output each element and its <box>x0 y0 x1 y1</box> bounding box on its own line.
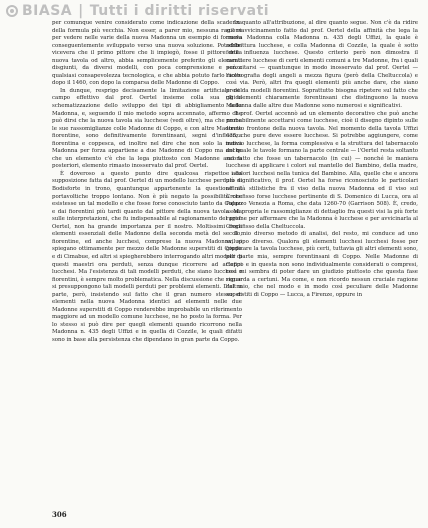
paragraph: per comunque venire considerato come indicazione della scadenza della formula più vecchia. Non esser, a parer mio, nessuna ragione per vedere nelle varie della nuova Madonna un esempio di formula conseguentemente sviluppato verso una nuova soluzione. Potrebbe vicevera che il primo pittore che li impiegò, fosse il pittore della nuova tavola od altro, abbia semplicemente preferito gli elementi disgiunti, da diversi modelli, con poca comprensione e senza qualsiasi consapevolezza tecnologica, e che abbia potuto farlo molto dopo il 1460, con dopo la comparsa delle Madonne di Coppo. <box>52 20 242 87</box>
paragraph: In quanto all'attribuzione, al dire quanto segue. Non c'è da ridire sul riavvicinamento fatto dal prof. Oertel della affinità che lega la nuova Madonna colla Madonna n. 435 degli Uffizi, la quale è addirittura lucchese, e colla Madonna di Cozzile, la quale è sotto forte influenza lucchese. Questo criterio però non dimostra il carattere lucchese di certi elementi comuni a tre Madonne, fra i quali può citarsi — quantunque in modo inosservato dal prof. Oertel — l'iconografia degli angeli a mezza figura (però della Cheltuccola) e così via. Però, altri fra quegli elementi più anche dare, che siano presi da modelli fiorentini. Soprattutto bisogna ripetere sul fatto che gli elementi chiaramente forentinsani che distinguono la nuova Madonna dalle altre due Madonne sono numerosi e significativi. <box>226 20 418 110</box>
watermark-notice: Tutti i diritti riservati <box>89 3 270 19</box>
page-number: 306 <box>52 510 67 519</box>
paragraph: È doveroso a questo punto dire qualcosa rispetto alla supposizione fatta dal prof. Oertel di un modello lucchese perduto di Bodisforte in trono, quantunque appartenente la questione al portavoltiche troppo lontano. Non è più negato la possibilità che esistesse un tal modello e che fosse forse conosciuto tanto da Coppo e dai fiorentini più tardi quanto dal pittore della nuova tavola. Ma sulle interpretazioni, che fu indispensabile al ragionamento del prof. Oertel, non ha grande importanza per il nostro. Moltissimi degli elementi essenziali delle Madonne della seconda metà del secolo, fiorentine, ed anche lucchesi, comprese la nuova Madonna, si spiegano ottimamente per mezzo delle Madonne superstiti di Coppo e di Cimabue, ed altri si spiegherebbero interrogando altri modelli di questi maestri ora perduti, senza dunque ricorrere ad artefici lucchesi. Ma l'esistenza di tali modelli perduti, che siano lucchesi o fiorentini, è sempre molto problematica. Nella discussione che segue si presuppongono tali modelli perduti per problemi elementi. D'altra parte, però, insistendo sul fatto che il gran numero stesso di elementi nella nuova Madonna identici ad elementi nelle due Madonne superstiti di Coppo renderebbe improbabile un riferimento maggiore ad un modello comune lucchese, ne ho posto la forma. Per lo stesso si può dire per quegli elementi quando ricorrono nella Madonna n. 435 degli Uffizi e in quella di Cozzile, le quali difatti sono in base alla persistenza che dipendano in gran parte da Coppo. <box>52 170 242 343</box>
watermark-banner <box>6 0 306 22</box>
watermark-brand: BIASA <box>22 3 73 19</box>
biasa-logo-icon <box>6 5 18 17</box>
paragraph: Il mio diverso metodo di analisi, del resto, mi conduce ad uno sviluppo diverso. Qualora gli elementi lucchesi lucchesi fosse per giudicare la tavola lucchese, più certi, tuttavia gli altri elementi sono, per parte mia, sempre forentinsani di Coppo. Nelle Madonne di Coppo e in questa non sono individualmente considerati o compresi, così mi sembra di poter dare un giudizio piuttosto che questa fase riguarda a certuni. Ma come, e non ricordo nessun cruciale ragione del mio, che nel modo e in modo così peculiare delle Madonne superstiti di Coppo — Lucca, a Firenze, oppure in <box>226 231 418 298</box>
watermark-separator: | <box>78 3 84 19</box>
left-text-column <box>52 20 242 345</box>
paragraph: In dunque, resprigo decisamente la limitazione artificiale del campo effettivo dal prof. Oertel insieme colla sua rigida schematizzazione dello sviluppo dei tipi di abbigliamento della Madonna, e, seguendo il mio metodo sopra accennato, affermo che può dirsi che la nuova tavola sia lucchese (vedi oltre), ma che nume le sue rassomiglianze colle Madonne di Coppo, e con altre Madonne fiorentine, sono definitivamente forentinsani, segni d'influenza fiorentina e coppesca, ed inoltre nel dire che non solo la nuova Madonna per forza appartiene a due Madonne di Coppo ma anche che un elemento c'è che la lega piuttosto con Madonne ancora posteriori, elemento rimasto inosservato dal prof. Oertel. <box>52 87 242 170</box>
paragraph: Il prof. Oertel accennò ad un elemento decorativo che può anche probabilmente accettarsi come lucchese, cioè il disegno dipinto sulle stretto frontone della nuova tavola. Nel momento della tavola Uffizi 435, che pure deve essere lucchese. Si potrebbe aggiungere, come indizio lucchese, la forma complessiva e la struttura del tabernacolo del quale le tavole formano la parte centrale — l'Oertel resta soltanto sul fatto che fosse un tabernacolo (in cui) — nonché le maniera lucchese di applicare i colori sul mantello del Bambino, della madre, e i colori lucchesi nella tunica del Bambino. Alla, quelle che e ancora più significativo, il prof. Oertel ha forse riconosciuto le particolari affinità stilistiche fra il viso della nuova Madonna ed il viso sul Crocefisso forse lucchese pertinente di S. Domenico di Lucca, ora al Palazzo Venezia a Roma, che data 1260-70 (Garrison 508). È, credo, assai propria le rassomiglianze di dettaglio fra questi visi la più forte ragione per affermare che la Madonna è lucchese e per avvicinarla al Crocefisso della Cheltuccola. <box>226 110 418 230</box>
right-text-column <box>226 20 418 299</box>
